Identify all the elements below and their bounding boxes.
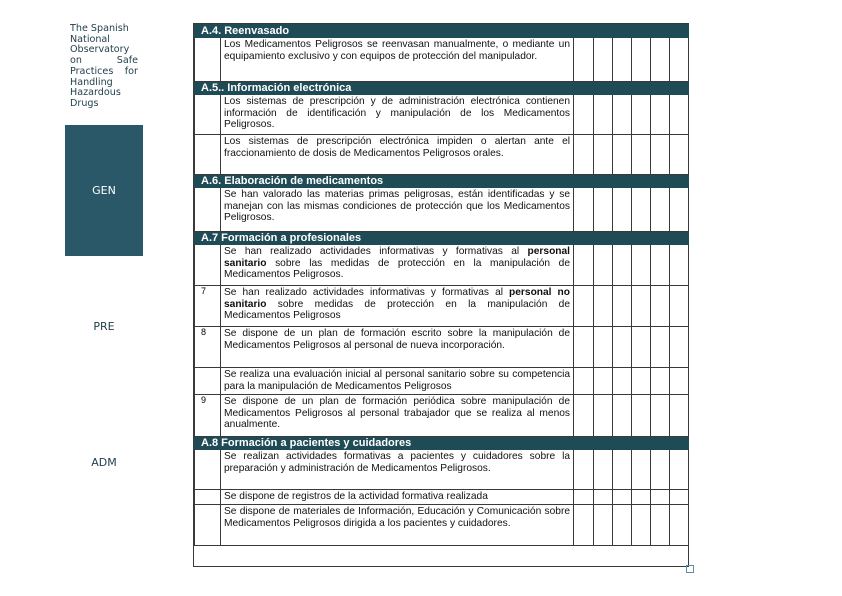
check-cell[interactable]: [670, 505, 689, 546]
section-header: [195, 82, 689, 95]
check-cell[interactable]: [613, 490, 632, 505]
check-cell[interactable]: [651, 95, 670, 135]
row-text-post: sobre medidas de protección en la manipulación de Medicamentos Peligrosos: [224, 298, 571, 322]
section-title: A.4. Reenvasado: [195, 25, 574, 38]
brand-line: Observatory: [70, 44, 130, 56]
check-cell[interactable]: [670, 38, 689, 82]
check-cell[interactable]: [632, 490, 651, 505]
section-header: [195, 175, 689, 188]
check-cell[interactable]: [594, 395, 613, 437]
check-cell[interactable]: [594, 505, 613, 546]
check-cell[interactable]: [594, 188, 613, 232]
check-cell[interactable]: [651, 327, 670, 368]
section-header-cell: [574, 25, 594, 38]
section-header-cell: [632, 437, 651, 450]
check-cell[interactable]: [632, 286, 651, 327]
section-header-cell: [632, 25, 651, 38]
section-title: A.5.. Información electrónica: [195, 82, 574, 95]
check-cell[interactable]: [574, 490, 594, 505]
check-cell[interactable]: [632, 395, 651, 437]
check-cell[interactable]: [574, 505, 594, 546]
section-header-cell: [574, 175, 594, 188]
check-cell[interactable]: [651, 135, 670, 175]
check-cell[interactable]: [574, 450, 594, 490]
check-cell[interactable]: [613, 188, 632, 232]
row-text-post: sobre las medidas de protección en la manipulación de Medicamentos Peligrosos.: [224, 257, 571, 281]
section-header-cell: [651, 25, 670, 38]
check-cell[interactable]: [670, 286, 689, 327]
checklist-row: [195, 490, 689, 505]
section-header-cell: [613, 25, 632, 38]
check-cell[interactable]: [651, 188, 670, 232]
row-number: [195, 450, 221, 490]
section-title: A.8 Formación a pacientes y cuidadores: [195, 437, 574, 450]
row-description: Se han valorado las materias primas peligrosas, están identificadas y se manejan con las mismas condiciones de protección que los Medicamentos Peligrosos.: [221, 188, 574, 232]
row-description: Se realizan actividades formativas a pacientes y cuidadores sobre la preparación y administración de Medicamentos Peligrosos.: [221, 450, 574, 490]
brand-line: on Safe: [70, 55, 138, 67]
checklist-row: [195, 395, 689, 437]
check-cell[interactable]: [613, 327, 632, 368]
check-cell[interactable]: [632, 245, 651, 286]
check-cell[interactable]: [574, 395, 594, 437]
row-text-pre: Se han realizado actividades informativas y formativas al: [224, 246, 528, 257]
row-description: Se dispone de un plan de formación periódica sobre manipulación de Medicamentos Peligrosos al personal trabajador que se realiza al menos anualmente.: [221, 395, 574, 437]
checklist-row: [195, 188, 689, 232]
check-cell[interactable]: [670, 135, 689, 175]
check-cell[interactable]: [651, 286, 670, 327]
section-header-cell: [651, 175, 670, 188]
row-description: Los sistemas de prescripción electrónica impiden o alertan ante el fraccionamiento de dosis de Medicamentos Peligrosos orales.: [221, 135, 574, 175]
check-cell[interactable]: [670, 95, 689, 135]
brand-line: Drugs: [70, 97, 99, 109]
check-cell[interactable]: [632, 327, 651, 368]
section-header-cell: [670, 82, 689, 95]
check-cell[interactable]: [613, 368, 632, 395]
row-number: [195, 38, 221, 82]
check-cell[interactable]: [613, 135, 632, 175]
section-header-cell: [574, 437, 594, 450]
check-cell[interactable]: [574, 368, 594, 395]
section-header-cell: [651, 437, 670, 450]
row-description: Los sistemas de prescripción y de administración electrónica contienen información de identificación y manipulación de los Medicamentos Peligrosos.: [221, 95, 574, 135]
check-cell[interactable]: [613, 245, 632, 286]
row-description: Se dispone de registros de la actividad formativa realizada: [221, 490, 574, 505]
section-header-cell: [594, 175, 613, 188]
check-cell[interactable]: [594, 450, 613, 490]
checklist-row: [195, 505, 689, 546]
check-cell[interactable]: [594, 490, 613, 505]
checklist-row: [195, 327, 689, 368]
check-cell[interactable]: [651, 395, 670, 437]
nav-item-gen[interactable]: GEN: [92, 184, 116, 197]
check-cell[interactable]: [632, 135, 651, 175]
check-cell[interactable]: [670, 450, 689, 490]
check-cell[interactable]: [574, 245, 594, 286]
check-cell[interactable]: [574, 95, 594, 135]
check-cell[interactable]: [670, 327, 689, 368]
check-cell[interactable]: [594, 95, 613, 135]
row-number: [195, 95, 221, 135]
check-cell[interactable]: [670, 490, 689, 505]
section-title: A.6. Elaboración de medicamentos: [195, 175, 574, 188]
section-header-cell: [574, 232, 594, 245]
check-cell[interactable]: [574, 286, 594, 327]
section-header-cell: [594, 25, 613, 38]
row-number: [195, 188, 221, 232]
brand-line: The Spanish: [70, 23, 129, 34]
row-number: [195, 245, 221, 286]
row-number: 9: [195, 395, 221, 437]
check-cell[interactable]: [651, 490, 670, 505]
checklist-row: [195, 95, 689, 135]
check-cell[interactable]: [594, 38, 613, 82]
section-header-cell: [613, 232, 632, 245]
row-number: 8: [195, 327, 221, 368]
row-description: Los Medicamentos Peligrosos se reenvasan manualmente, o mediante un equipamiento exclusivo y con equipos de protección del manipulador.: [221, 38, 574, 82]
check-cell[interactable]: [594, 245, 613, 286]
checklist-row: [195, 450, 689, 490]
section-header-cell: [594, 232, 613, 245]
section-header-cell: [594, 82, 613, 95]
section-header: [195, 25, 689, 38]
check-cell[interactable]: [632, 38, 651, 82]
section-header-cell: [632, 175, 651, 188]
check-cell[interactable]: [594, 368, 613, 395]
brand-line: Hazardous: [70, 87, 121, 99]
check-cell[interactable]: [574, 188, 594, 232]
section-header-cell: [613, 82, 632, 95]
brand-line: Handling: [70, 76, 113, 88]
check-cell[interactable]: [613, 95, 632, 135]
check-cell[interactable]: [594, 286, 613, 327]
row-number: [195, 135, 221, 175]
check-cell[interactable]: [574, 135, 594, 175]
section-header: [195, 232, 689, 245]
slide-corner-marker: [686, 565, 694, 573]
check-cell[interactable]: [613, 395, 632, 437]
section-header-cell: [670, 437, 689, 450]
section-header-cell: [670, 232, 689, 245]
check-cell[interactable]: [632, 368, 651, 395]
check-cell[interactable]: [574, 38, 594, 82]
brand-line: National: [70, 33, 110, 45]
check-cell[interactable]: [632, 95, 651, 135]
check-cell[interactable]: [613, 38, 632, 82]
check-cell[interactable]: [651, 38, 670, 82]
section-header-cell: [594, 437, 613, 450]
row-description: [221, 286, 574, 327]
checklist-row: [195, 135, 689, 175]
row-number: [195, 505, 221, 546]
section-header-cell: [651, 82, 670, 95]
checklist-document: [193, 23, 689, 567]
section-header-cell: [632, 232, 651, 245]
section-header-cell: [632, 82, 651, 95]
check-cell[interactable]: [613, 286, 632, 327]
check-cell[interactable]: [574, 327, 594, 368]
check-cell[interactable]: [670, 395, 689, 437]
check-cell[interactable]: [594, 327, 613, 368]
row-description: Se dispone de un plan de formación escrito sobre la manipulación de Medicamentos Peligrosos al personal de nueva incorporación.: [221, 327, 574, 368]
check-cell[interactable]: [613, 505, 632, 546]
row-text-pre: Se han realizado actividades informativas y formativas al: [224, 287, 510, 298]
check-cell[interactable]: [651, 505, 670, 546]
row-text-bold: personal no sanitario: [224, 287, 570, 310]
section-header: [195, 437, 689, 450]
row-description: Se dispone de materiales de Información, Educación y Comunicación sobre Medicamentos Peligrosos dirigida a los pacientes y cuidadores.: [221, 505, 574, 546]
brand-title: [70, 24, 138, 110]
section-header-cell: [670, 25, 689, 38]
nav-item-adm[interactable]: ADM: [91, 456, 117, 469]
check-cell[interactable]: [632, 188, 651, 232]
check-cell[interactable]: [632, 450, 651, 490]
check-cell[interactable]: [651, 368, 670, 395]
check-cell[interactable]: [670, 188, 689, 232]
section-header-cell: [651, 232, 670, 245]
row-number: [195, 368, 221, 395]
row-number: [195, 490, 221, 505]
checklist-row: [195, 286, 689, 327]
check-cell[interactable]: [613, 450, 632, 490]
row-text-bold: personal sanitario: [224, 246, 571, 269]
check-cell[interactable]: [670, 245, 689, 286]
check-cell[interactable]: [632, 505, 651, 546]
checklist-row: [195, 38, 689, 82]
row-description: Se realiza una evaluación inicial al personal sanitario sobre su competencia para la manipulación de Medicamentos Peligrosos: [221, 368, 574, 395]
section-header-cell: [613, 175, 632, 188]
check-cell[interactable]: [670, 368, 689, 395]
checklist-row: [195, 245, 689, 286]
section-header-cell: [613, 437, 632, 450]
section-header-cell: [670, 175, 689, 188]
nav-item-pre[interactable]: PRE: [93, 320, 115, 333]
check-cell[interactable]: [651, 450, 670, 490]
checklist-row: [195, 368, 689, 395]
brand-line: Practices for: [70, 65, 138, 77]
section-header-cell: [574, 82, 594, 95]
row-description: [221, 245, 574, 286]
check-cell[interactable]: [651, 245, 670, 286]
row-number: 7: [195, 286, 221, 327]
check-cell[interactable]: [594, 135, 613, 175]
checklist-table: [194, 24, 689, 546]
section-title: A.7 Formación a profesionales: [195, 232, 574, 245]
